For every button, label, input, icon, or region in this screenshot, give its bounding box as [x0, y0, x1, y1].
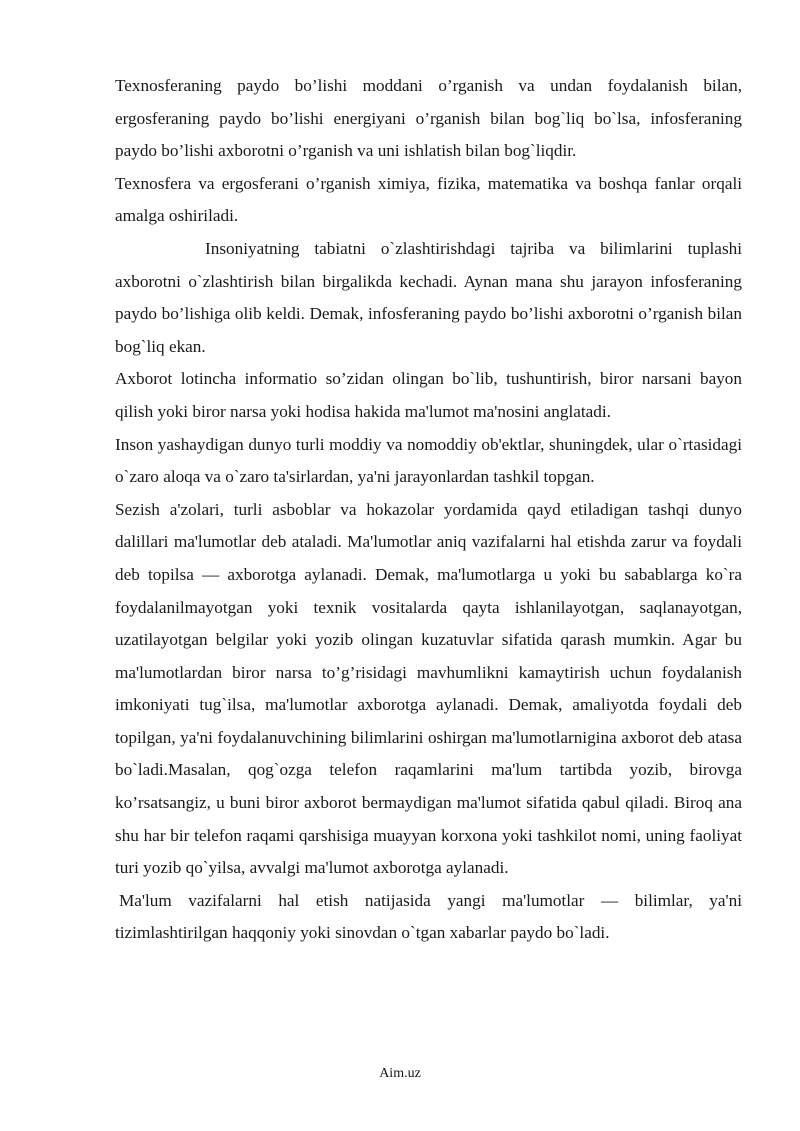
paragraph-inson-dunyo: Inson yashaydigan dunyo turli moddiy va nomoddiy ob'ektlar, shuningdek, ular o`rtasidagi o`zaro aloqa va o`zaro ta'sirlardan, ya'ni jarayonlardan tashkil topgan.: [115, 434, 742, 487]
paragraph-bilimlar: Ma'lum vazifalarni hal etish natijasida yangi ma'lumotlar — bilimlar, ya'ni tizimlashtirilgan haqqoniy yoki sinovdan o`tgan xabarlar paydo bo`ladi.: [115, 890, 742, 943]
paragraph-infosfera-intro: Texnosferaning paydo bo’lishi moddani o’rganish va undan foydalanish bilan, ergosferaning paydo bo’lishi energiyani o’rganish bilan bog`liq bo`lsa, infosferaning paydo bo’lishi axborotni o’rganish va uni ishlatish bilan bog`liqdir.: [115, 76, 742, 161]
page-footer: Aim.uz: [379, 1066, 421, 1081]
document-body: [115, 70, 742, 950]
paragraph-malumotlar: Sezish a'zolari, turli asboblar va hokazolar yordamida qayd etiladigan tashqi dunyo dalillari ma'lumotlar deb ataladi. Ma'lumotlar aniq vazifalarni hal etishda zarur va foydali deb topilsa — axborotga aylanadi. Demak, ma'lumotlarga u yoki bu sabablarga ko`ra foydalanilmayotgan yoki texnik vositalarda qayta ishlanilayotgan, saqlanayotgan, uzatilayotgan belgilar yoki yozib olingan kuzatuvlar sifatida qarash mumkin. Agar bu ma'lumotlardan biror narsa to’g’risidagi mavhumlikni kamaytirish uchun foydalanish imkoniyati tug`ilsa, ma'lumotlar axborotga aylanadi. Demak, amaliyotda foydali deb topilgan, ya'ni foydalanuvchining bilimlarini oshirgan ma'lumotlarnigina axborot deb atasa bo`ladi.Masalan, qog`ozga telefon raqamlarini ma'lum tartibda yozib, birovga ko’rsatsangiz, u buni biror axborot bermaydigan ma'lumot sifatida qabul qiladi. Biroq ana shu har bir telefon raqami qarshisiga muayyan korxona yoki tashkilot nomi, uning faoliyat turi yozib qo`yilsa, avvalgi ma'lumot axborotga aylanadi.: [115, 499, 742, 878]
paragraph-axborot-definition: Axborot lotincha informatio so’zidan olingan bo`lib, tushuntirish, biror narsani bayon qilish yoki biror narsa yoki hodisa hakida ma'lumot ma'nosini anglatadi.: [115, 369, 742, 421]
paragraph-insoniyat: Insoniyatning tabiatni o`zlashtirishdagi tajriba va bilimlarini tuplashi axborotni o`zlashtirish bilan birgalikda kechadi. Aynan mana shu jarayon infosferaning paydo bo’lishiga olib keldi. Demak, infosferaning paydo bo’lishi axborotni o’rganish bilan bog`liq ekan.: [115, 238, 742, 356]
paragraph-texnosfera-study: Texnosfera va ergosferani o’rganish ximiya, fizika, matematika va boshqa fanlar orqali amalga oshiriladi.: [115, 173, 742, 226]
